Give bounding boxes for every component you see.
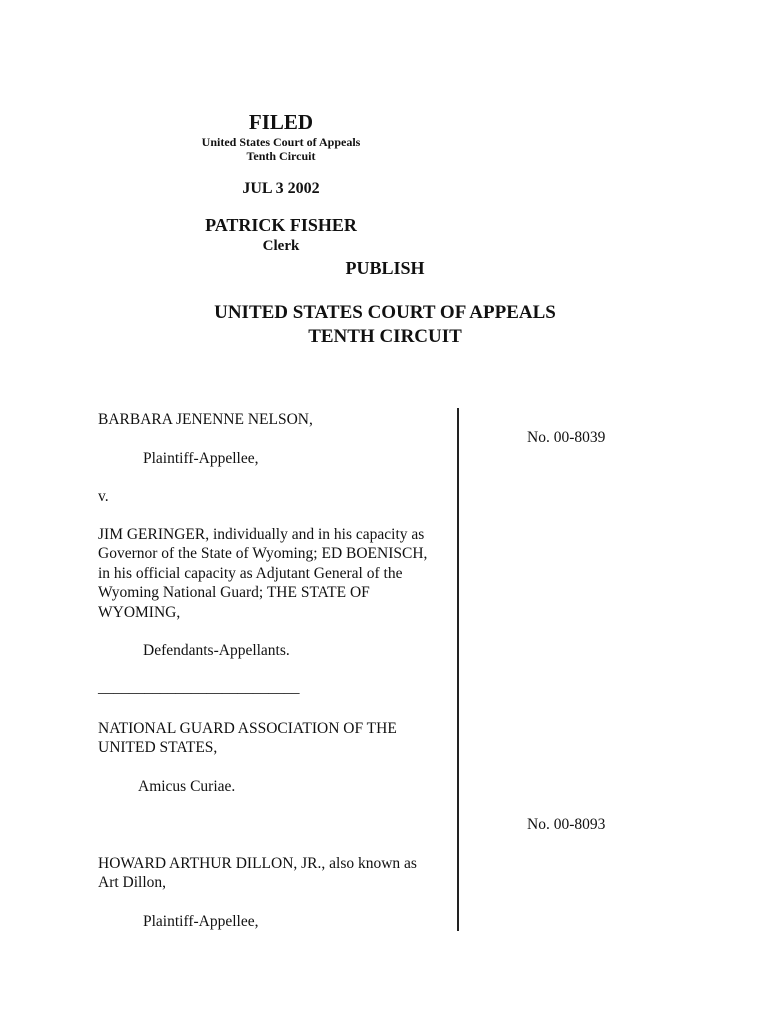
- amicus-block: [98, 719, 397, 758]
- filed-date: JUL 3 2002: [242, 180, 320, 197]
- defendants-line: WYOMING,: [98, 603, 181, 621]
- second-appellee-line: Art Dillon,: [98, 874, 167, 892]
- publish-label: PUBLISH: [345, 258, 425, 278]
- case-number: No. 00-8039: [527, 429, 606, 446]
- court-heading-line1: UNITED STATES COURT OF APPEALS: [214, 302, 556, 323]
- second-appellee-role: Plaintiff-Appellee,: [143, 913, 259, 930]
- filed-stamp-circuit: Tenth Circuit: [246, 149, 316, 163]
- caption-separator: __________________________: [98, 679, 300, 696]
- defendants-role: Defendants-Appellants.: [143, 642, 290, 659]
- defendants-line: in his official capacity as Adjutant General of the: [98, 564, 403, 582]
- court-heading-line2: TENTH CIRCUIT: [308, 326, 462, 347]
- second-appellee-line: HOWARD ARTHUR DILLON, JR., also known as: [98, 855, 417, 872]
- appellee-name: BARBARA JENENNE NELSON,: [98, 411, 313, 428]
- clerk-title: Clerk: [262, 238, 300, 254]
- defendants-line: JIM GERINGER, individually and in his capacity as: [98, 526, 425, 543]
- amicus-line: UNITED STATES,: [98, 739, 218, 757]
- filed-stamp-title: FILED: [248, 110, 314, 134]
- clerk-name: PATRICK FISHER: [205, 215, 357, 235]
- second-appellee-block: [98, 854, 417, 893]
- defendants-block: [98, 525, 427, 622]
- versus-label: v.: [98, 488, 109, 505]
- case-number: No. 00-8093: [527, 816, 606, 833]
- defendants-line: Governor of the State of Wyoming; ED BOENISCH,: [98, 545, 428, 563]
- amicus-line: NATIONAL GUARD ASSOCIATION OF THE: [98, 720, 397, 737]
- filed-stamp-court: United States Court of Appeals: [201, 135, 361, 149]
- caption-divider: [457, 408, 459, 931]
- amicus-role: Amicus Curiae.: [138, 778, 236, 795]
- appellee-role: Plaintiff-Appellee,: [143, 450, 259, 467]
- defendants-line: Wyoming National Guard; THE STATE OF: [98, 584, 370, 602]
